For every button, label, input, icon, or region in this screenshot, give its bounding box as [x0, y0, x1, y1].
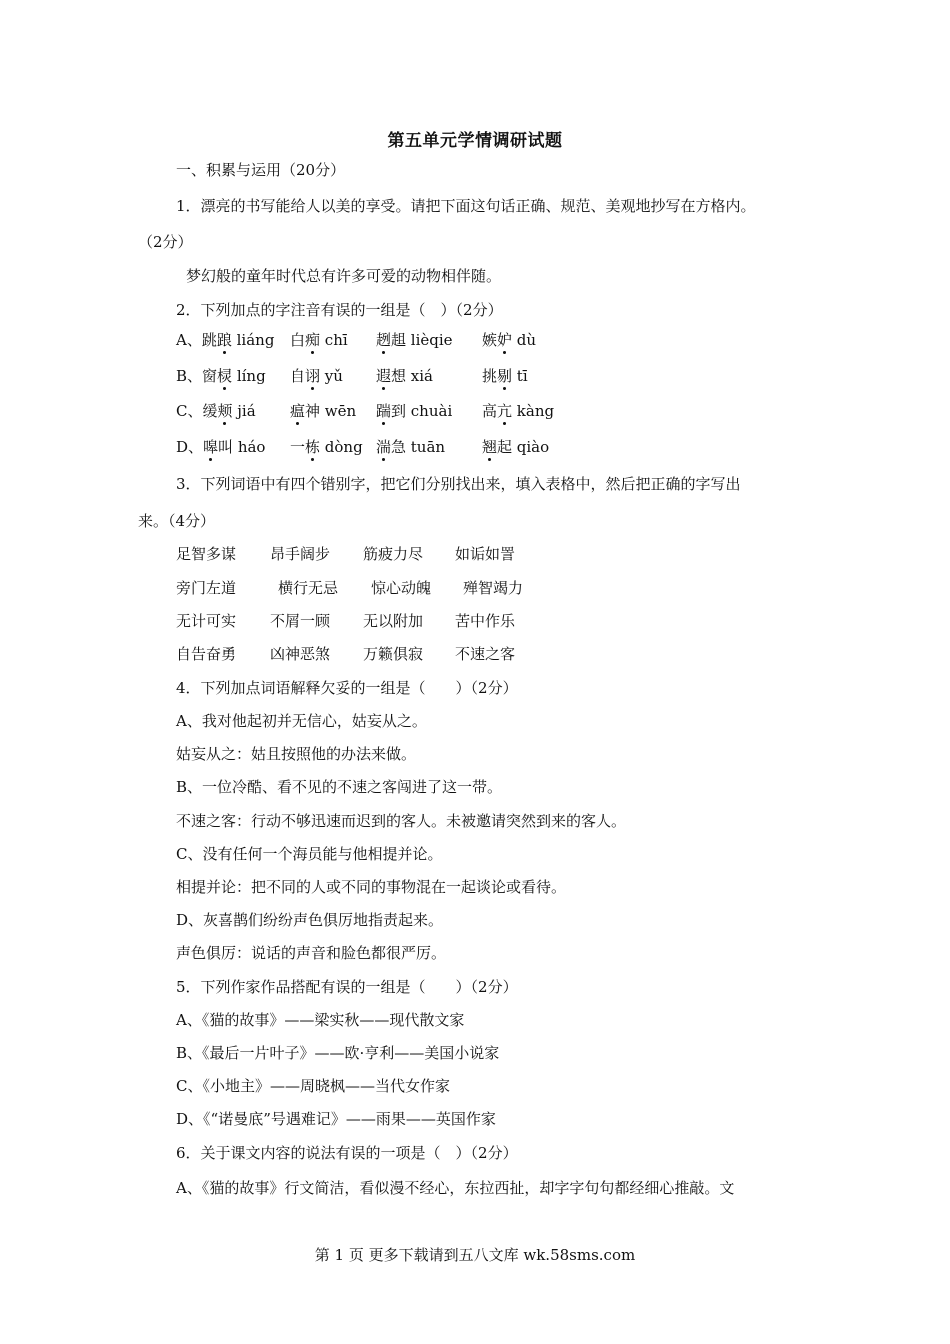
- q3-word: 惊心动魄: [371, 579, 432, 597]
- q2-option-item: [376, 437, 445, 457]
- option-text: 一: [290, 438, 306, 456]
- q3-word: 横行无忌: [278, 579, 339, 597]
- option-text: tī: [512, 367, 528, 385]
- emphasis-dot-char: 趔: [376, 331, 392, 349]
- q4-explain-d: 声色俱厉：说话的声音和脸色都很严厉。: [176, 944, 447, 962]
- option-text: A、跳: [176, 331, 217, 349]
- q2-option-item: [482, 366, 528, 386]
- option-text: 挑: [482, 367, 498, 385]
- option-text: 叫 háo: [218, 438, 266, 456]
- option-text: D、: [176, 438, 204, 456]
- q4-option-a: A、我对他起初并无信心，姑妄从之。: [176, 712, 427, 730]
- emphasis-dot-char: 亢: [497, 402, 513, 420]
- q3-word: 旁门左道: [176, 579, 237, 597]
- emphasis-dot-char: 瘟: [290, 402, 306, 420]
- q3-word: 无计可实: [176, 612, 237, 630]
- option-text: 自: [290, 367, 306, 385]
- q2-option-item: [376, 366, 433, 386]
- q4-explain-a: 姑妄从之：姑且按照他的办法来做。: [176, 745, 417, 763]
- q2-option-item: [376, 401, 452, 421]
- q3-word: 筋疲力尽: [363, 545, 424, 563]
- emphasis-dot-char: 栋: [305, 438, 321, 456]
- option-text: 急 tuān: [391, 438, 446, 456]
- emphasis-dot-char: 遐: [376, 367, 392, 385]
- option-text: chī: [320, 331, 348, 349]
- q2-option-item: [176, 437, 265, 457]
- option-text: 嫉: [482, 331, 498, 349]
- q4-option-b: B、一位冷酷、看不见的不速之客闯进了这一带。: [176, 778, 503, 796]
- q2-stem: 2．下列加点的字注音有误的一组是（ ）（2分）: [176, 301, 503, 319]
- option-text: jiá: [232, 402, 256, 420]
- option-text: dòng: [320, 438, 363, 456]
- q6-stem: 6．关于课文内容的说法有误的一项是（ ）（2分）: [176, 1144, 518, 1162]
- q2-option-item: [176, 330, 274, 350]
- option-text: 趄 lièqie: [391, 331, 453, 349]
- q1-points: （2分）: [138, 233, 193, 251]
- q3-word: 不速之客: [455, 645, 516, 663]
- option-text: 起 qiào: [497, 438, 550, 456]
- q3-word: 不屑一顾: [270, 612, 331, 630]
- option-text: 高: [482, 402, 498, 420]
- q2-option-item: [176, 366, 266, 386]
- q2-option-item: [290, 437, 363, 457]
- option-text: 神 wēn: [305, 402, 357, 420]
- q5-option-c: C、《小地主》——周晓枫——当代女作家: [176, 1077, 450, 1095]
- q3-word: 凶神恶煞: [270, 645, 331, 663]
- q2-option-item: [482, 401, 554, 421]
- emphasis-dot-char: 翘: [482, 438, 498, 456]
- q4-option-d: D、灰喜鹊们纷纷声色俱厉地指责起来。: [176, 911, 444, 929]
- page-title: 第五单元学情调研试题: [387, 131, 563, 151]
- q5-option-b: B、《最后一片叶子》——欧·亨利——美国小说家: [176, 1044, 500, 1062]
- option-text: liáng: [231, 331, 275, 349]
- emphasis-dot-char: 湍: [376, 438, 392, 456]
- q4-stem: 4．下列加点词语解释欠妥的一组是（ ）（2分）: [176, 679, 518, 697]
- q3-word: 苦中作乐: [455, 612, 516, 630]
- q6-option-a: A、《猫的故事》行文简洁，看似漫不经心，东拉西扯，却字字句句都经细心推敲。文: [176, 1179, 735, 1197]
- option-text: C、缓: [176, 402, 218, 420]
- emphasis-dot-char: 诩: [305, 367, 321, 385]
- emphasis-dot-char: 踹: [376, 402, 392, 420]
- q3-word: 万籁俱寂: [363, 645, 424, 663]
- option-text: líng: [232, 367, 266, 385]
- q4-explain-c: 相提并论：把不同的人或不同的事物混在一起谈论或看待。: [176, 878, 567, 896]
- q5-stem: 5．下列作家作品搭配有误的一组是（ ）（2分）: [176, 978, 518, 996]
- emphasis-dot-char: 妒: [497, 331, 513, 349]
- option-text: kàng: [512, 402, 555, 420]
- page-footer: 第 1 页 更多下载请到五八文库 wk.58sms.com: [314, 1246, 636, 1264]
- q3-word: 如诟如詈: [455, 545, 516, 563]
- option-text: dù: [512, 331, 537, 349]
- emphasis-dot-char: 颊: [217, 402, 233, 420]
- emphasis-dot-char: 嗥: [203, 438, 219, 456]
- emphasis-dot-char: 痴: [305, 331, 321, 349]
- section-heading: 一、积累与运用（20分）: [176, 161, 346, 179]
- q3-word: 昂手阔步: [270, 545, 331, 563]
- q2-option-item: [290, 330, 348, 350]
- q2-option-item: [290, 366, 343, 386]
- q3-word: 无以附加: [363, 612, 424, 630]
- q4-explain-b: 不速之客：行动不够迅速而迟到的客人。未被邀请突然到来的客人。: [176, 812, 627, 830]
- q2-option-item: [482, 330, 536, 350]
- q1-stem: 1．漂亮的书写能给人以美的享受。请把下面这句话正确、规范、美观地抄写在方格内。: [176, 197, 756, 215]
- q3-word: 殚智竭力: [463, 579, 524, 597]
- q3-stem: 3．下列词语中有四个错别字，把它们分别找出来，填入表格中，然后把正确的字写出: [176, 475, 741, 493]
- q2-option-item: [376, 330, 453, 350]
- q3-stem-cont: 来。（4分）: [138, 512, 216, 530]
- q5-option-a: A、《猫的故事》——梁实秋——现代散文家: [176, 1011, 465, 1029]
- q4-option-c: C、没有任何一个海员能与他相提并论。: [176, 845, 443, 863]
- option-text: 到 chuài: [391, 402, 453, 420]
- emphasis-dot-char: 剔: [497, 367, 513, 385]
- option-text: 白: [290, 331, 306, 349]
- option-text: 想 xiá: [391, 367, 433, 385]
- q2-option-item: [482, 437, 549, 457]
- q3-word: 足智多谋: [176, 545, 237, 563]
- option-text: B、窗: [176, 367, 218, 385]
- emphasis-dot-char: 棂: [217, 367, 233, 385]
- option-text: yǔ: [320, 367, 343, 385]
- q2-option-item: [176, 401, 256, 421]
- emphasis-dot-char: 踉: [216, 331, 232, 349]
- q3-word: 自告奋勇: [176, 645, 237, 663]
- q2-option-item: [290, 401, 356, 421]
- q1-sentence: 梦幻般的童年时代总有许多可爱的动物相伴随。: [186, 267, 502, 285]
- q5-option-d: D、《“诺曼底”号遇难记》——雨果——英国作家: [176, 1110, 496, 1128]
